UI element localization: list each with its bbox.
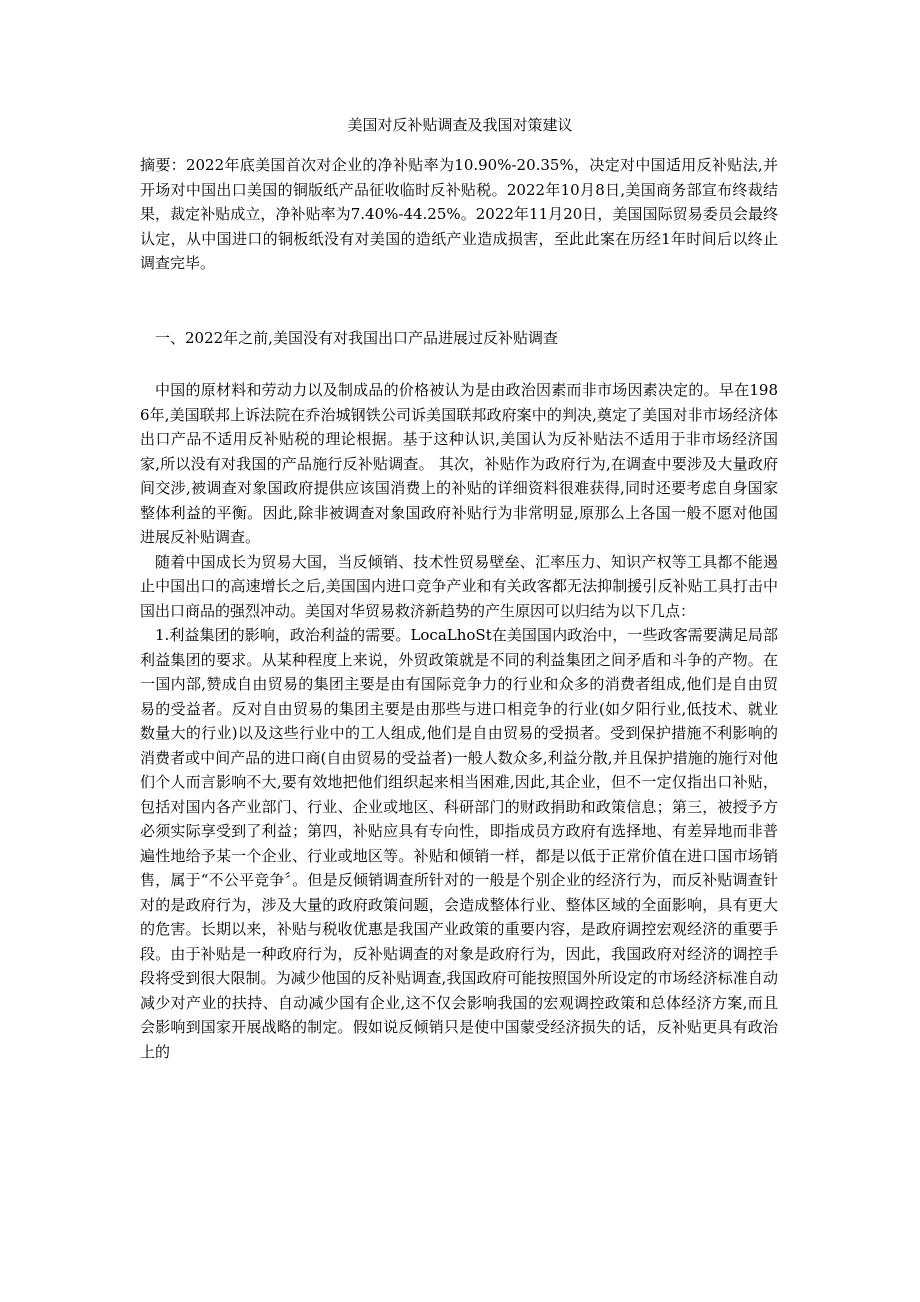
body-paragraphs (140, 378, 778, 1064)
body-paragraph: 中国的原材料和劳动力以及制成品的价格被认为是由政治因素而非市场因素决定的。早在1986年,美国联邦上诉法院在乔治城钢铁公司诉美国联邦政府案中的判决,奠定了美国对非市场经济体出口产品不适用反补贴税的理论根据。基于这种认识,美国认为反补贴法不适用于非市场经济国家,所以没有对我国的产品施行反补贴调查。 其次，补贴作为政府行为,在调查中要涉及大量政府间交涉,被调查对象国政府提供应该国消费上的补贴的详细资料很难获得,同时还要考虑自身国家整体利益的平衡。因此,除非被调查对象国政府补贴行为非常明显,原那么上各国一般不愿对他国进展反补贴调查。 (140, 381, 778, 546)
section-heading: 一、2022年之前,美国没有对我国出口产品进展过反补贴调查 (155, 329, 558, 347)
body-paragraph: 随着中国成长为贸易大国，当反倾销、技术性贸易壁垒、汇率压力、知识产权等工具都不能遏止中国出口的高速增长之后,美国国内进口竞争产业和有关政客都无法抑制援引反补贴工具打击中国出口商品的强烈冲动。美国对华贸易救济新趋势的产生原因可以归结为以下几点： (140, 552, 778, 620)
body-paragraph: 1.利益集团的影响，政治利益的需要。LocaLhoSt在美国国内政治中，一些政客需要满足局部利益集团的要求。从某种程度上来说，外贸政策就是不同的利益集团之间矛盾和斗争的产物。在一国内部,赞成自由贸易的集团主要是由有国际竞争力的行业和众多的消费者组成,他们是自由贸易的受益者。反对自由贸易的集团主要是由那些与进口相竞争的行业(如夕阳行业,低技术、就业数量大的行业)以及这些行业中的工人组成,他们是自由贸易的受损者。受到保护措施不利影响的消费者或中间产品的进口商(自由贸易的受益者)一般人数众多,利益分散,并且保护措施的施行对他们个人而言影响不大,要有效地把他们组织起来相当困难,因此,其企业，但不一定仅指出口补贴，包括对国内各产业部门、行业、企业或地区、科研部门的财政捐助和政策信息；第三，被授予方必须实际享受到了利益；第四，补贴应具有专向性，即指成员方政府有选择地、有差异地而非普遍性地给予某一个企业、行业或地区等。补贴和倾销一样，都是以低于正常价值在进口国市场销售，属于“不公平竞争〞。但是反倾销调查所针对的一般是个别企业的经济行为，而反补贴调查针对的是政府行为，涉及大量的政府政策问题，会造成整体行业、整体区域的全面影响，具有更大的危害。长期以来，补贴与税收优惠是我国产业政策的重要内容，是政府调控宏观经济的重要手段。由于补贴是一种政府行为，反补贴调查的对象是政府行为，因此，我国政府对经济的调控手段将受到很大限制。为减少他国的反补贴调查,我国政府可能按照国外所设定的市场经济标准自动减少对产业的扶持、自动减少国有企业,这不仅会影响我国的宏观调控政策和总体经济方案,而且会影响到国家开展战略的制定。假如说反倾销只是使中国蒙受经济损失的话，反补贴更具有政治上的 (140, 626, 778, 1061)
abstract-paragraph: 摘要：2022年底美国首次对企业的净补贴率为10.90%-20.35%，决定对中国适用反补贴法,并开场对中国出口美国的铜版纸产品征收临时反补贴税。2022年10月8日,美国商务部宣布终裁结果，裁定补贴成立，净补贴率为7.40%-44.25%。2022年11月20日，美国国际贸易委员会最终认定，从中国进口的铜板纸没有对美国的造纸产业造成损害，至此此案在历经1年时间后以终止调查完毕。 (140, 156, 778, 272)
document-title: 美国对反补贴调查及我国对策建议 (347, 116, 573, 134)
